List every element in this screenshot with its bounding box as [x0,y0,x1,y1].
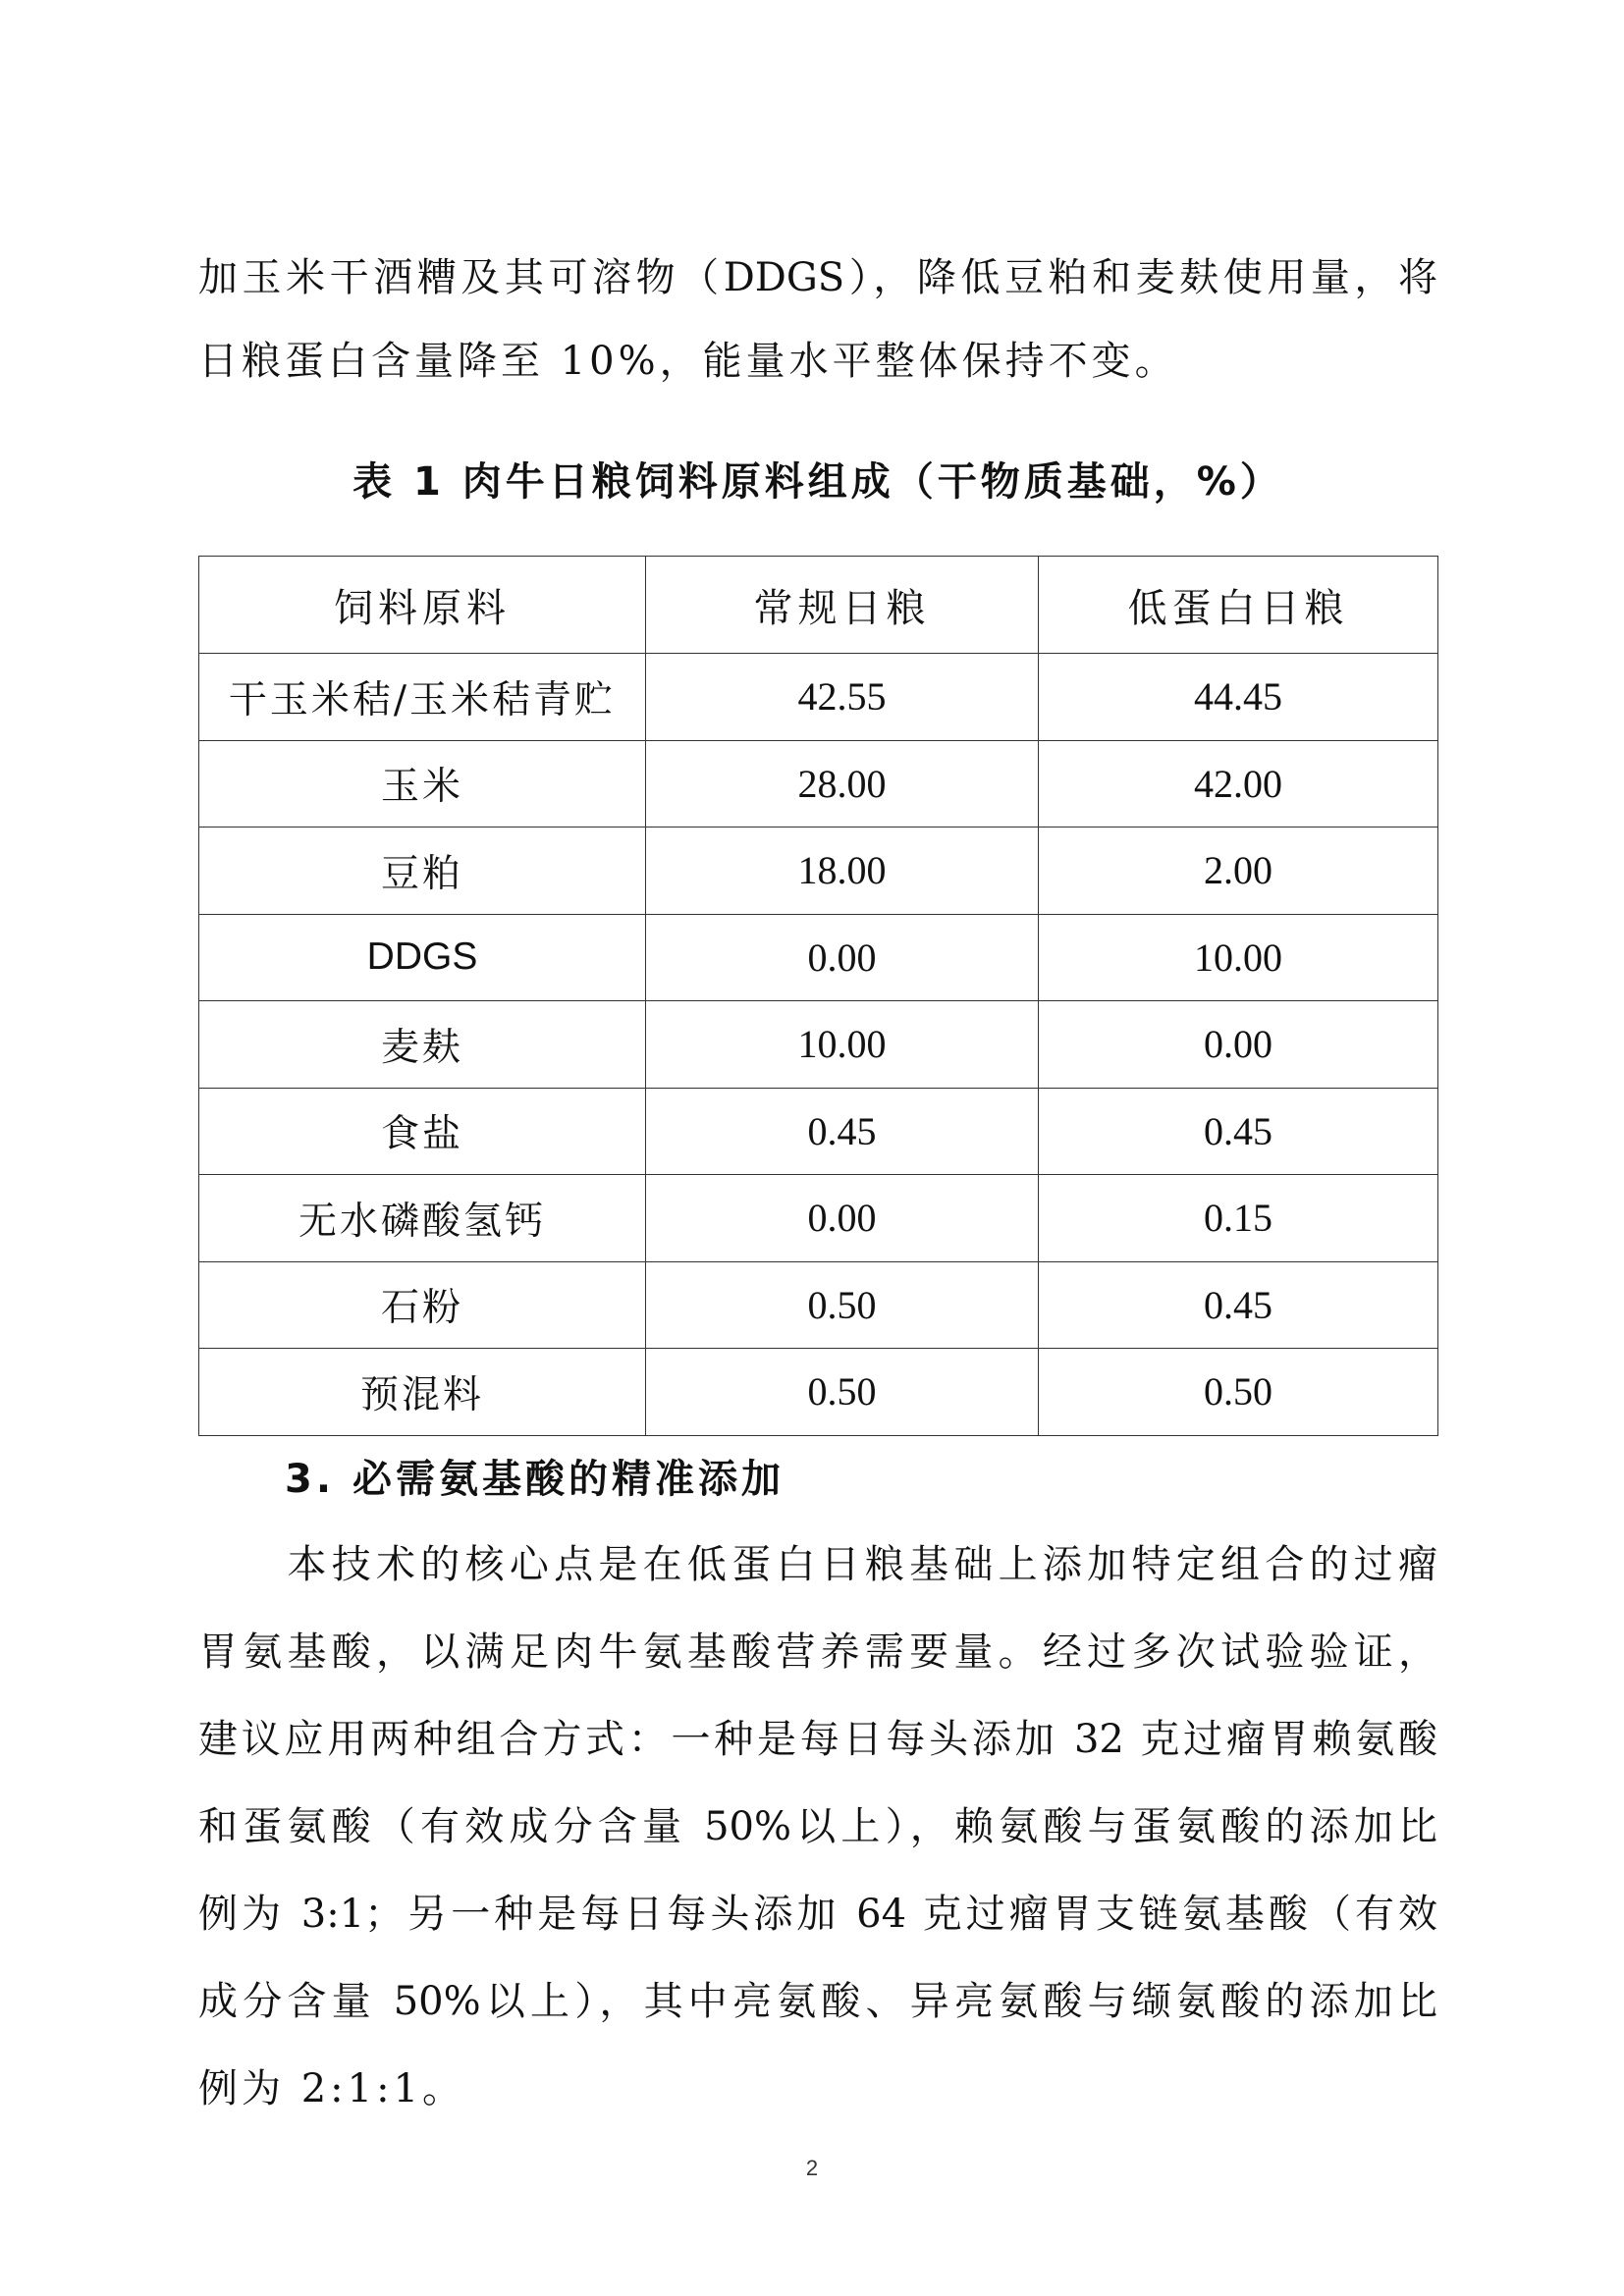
table-row [199,740,1438,828]
low-protein-value-cell: 0.50 [1039,1349,1438,1436]
table-row [199,1349,1438,1436]
ingredient-cell: 麦麸 [199,1001,646,1089]
table-row [199,914,1438,1001]
conventional-value-cell: 0.50 [646,1261,1039,1349]
low-protein-value-cell: 0.15 [1039,1175,1438,1262]
ingredient-cell: 石粉 [199,1261,646,1349]
conventional-value-cell: 0.50 [646,1349,1039,1436]
section-line-1: 本技术的核心点是在低蛋白日粮基础上添加特定组合的过瘤 [198,1542,1437,1587]
conventional-value-cell: 18.00 [646,828,1039,915]
section-heading: 3. 必需氨基酸的精准添加 [285,1457,785,1502]
column-header: 常规日粮 [646,557,1039,654]
ingredient-cell: DDGS [199,914,646,1001]
conventional-value-cell: 0.00 [646,914,1039,1001]
section-line-7: 例为 2:1:1。 [198,2066,466,2111]
low-protein-value-cell: 10.00 [1039,914,1438,1001]
low-protein-value-cell: 42.00 [1039,740,1438,828]
ingredient-cell: 食盐 [199,1088,646,1175]
ingredient-cell: 玉米 [199,740,646,828]
intro-line-1: 加玉米干酒糟及其可溶物（DDGS），降低豆粕和麦麸使用量，将 [198,255,1437,300]
conventional-value-cell: 0.45 [646,1088,1039,1175]
conventional-value-cell: 28.00 [646,740,1039,828]
conventional-value-cell: 10.00 [646,1001,1039,1089]
ingredient-cell: 豆粕 [199,828,646,915]
intro-line-2: 日粮蛋白含量降至 10%，能量水平整体保持不变。 [198,339,1178,384]
section-line-3: 建议应用两种组合方式：一种是每日每头添加 32 克过瘤胃赖氨酸 [198,1717,1437,1762]
section-line-2: 胃氨基酸，以满足肉牛氨基酸营养需要量。经过多次试验验证， [198,1629,1437,1675]
table-row [199,1001,1438,1089]
table-row [199,1088,1438,1175]
ingredient-cell: 预混料 [199,1349,646,1436]
table-row [199,1261,1438,1349]
ingredient-cell: 无水磷酸氢钙 [199,1175,646,1262]
low-protein-value-cell: 0.00 [1039,1001,1438,1089]
table-header-row [199,557,1438,654]
table-row [199,828,1438,915]
table-row [199,654,1438,741]
column-header: 饲料原料 [199,557,646,654]
section-line-6: 成分含量 50%以上），其中亮氨酸、异亮氨酸与缬氨酸的添加比 [198,1979,1437,2024]
low-protein-value-cell: 2.00 [1039,828,1438,915]
low-protein-value-cell: 0.45 [1039,1261,1438,1349]
conventional-value-cell: 42.55 [646,654,1039,741]
table-row [199,1175,1438,1262]
page-number: 2 [805,2156,819,2180]
low-protein-value-cell: 44.45 [1039,654,1438,741]
section-line-5: 例为 3:1；另一种是每日每头添加 64 克过瘤胃支链氨基酸（有效 [198,1892,1437,1937]
ingredient-cell: 干玉米秸/玉米秸青贮 [199,654,646,741]
table-title: 表 1 肉牛日粮饲料原料组成（干物质基础，%） [352,459,1283,505]
conventional-value-cell: 0.00 [646,1175,1039,1262]
feed-composition-table [198,556,1438,1436]
low-protein-value-cell: 0.45 [1039,1088,1438,1175]
column-header: 低蛋白日粮 [1039,557,1438,654]
section-line-4: 和蛋氨酸（有效成分含量 50%以上），赖氨酸与蛋氨酸的添加比 [198,1804,1437,1849]
